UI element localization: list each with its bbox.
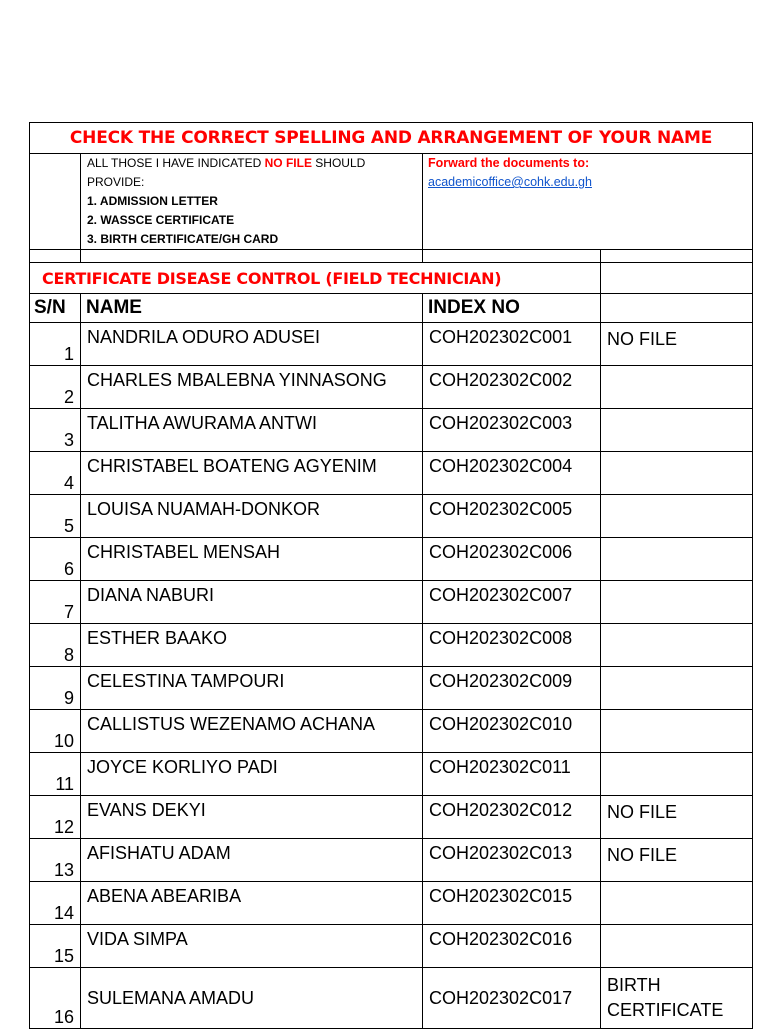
- row-status: [601, 409, 753, 452]
- row-sn: 13: [30, 839, 81, 882]
- table-row: [30, 710, 753, 753]
- note-line-1: [87, 154, 418, 173]
- row-index-no: COH202302C013: [423, 839, 601, 882]
- table-row: [30, 624, 753, 667]
- note-text: SHOULD: [311, 156, 366, 170]
- row-index-no: COH202302C016: [423, 925, 601, 968]
- row-status: [601, 624, 753, 667]
- row-index-no: COH202302C012: [423, 796, 601, 839]
- row-status: [601, 366, 753, 409]
- row-sn: 1: [30, 323, 81, 366]
- student-list-table: [29, 122, 753, 1029]
- row-name: NANDRILA ODURO ADUSEI: [81, 323, 423, 366]
- row-status: NO FILE: [601, 839, 753, 882]
- row-index-no: COH202302C002: [423, 366, 601, 409]
- blank-cell: [601, 263, 753, 294]
- row-sn: 12: [30, 796, 81, 839]
- row-sn: 6: [30, 538, 81, 581]
- note-line-2: PROVIDE:: [87, 175, 145, 189]
- row-name: SULEMANA AMADU: [81, 968, 423, 1029]
- blank-cell: [30, 154, 81, 250]
- row-name: VIDA SIMPA: [81, 925, 423, 968]
- row-name: EVANS DEKYI: [81, 796, 423, 839]
- blank-cell: [423, 250, 601, 263]
- instructions-note: [81, 154, 423, 250]
- table-row: [30, 538, 753, 581]
- row-index-no: COH202302C007: [423, 581, 601, 624]
- row-name: DIANA NABURI: [81, 581, 423, 624]
- row-index-no: COH202302C003: [423, 409, 601, 452]
- table-row: [30, 796, 753, 839]
- section-row: [30, 263, 753, 294]
- row-status: [601, 882, 753, 925]
- row-index-no: COH202302C008: [423, 624, 601, 667]
- row-sn: 15: [30, 925, 81, 968]
- title-row: [30, 123, 753, 154]
- row-status: NO FILE: [601, 796, 753, 839]
- row-sn: 4: [30, 452, 81, 495]
- forward-label: Forward the documents to:: [428, 156, 590, 170]
- table-row: [30, 581, 753, 624]
- row-sn: 16: [30, 968, 81, 1029]
- required-doc-item: 1. ADMISSION LETTER: [87, 194, 218, 208]
- row-name: ESTHER BAAKO: [81, 624, 423, 667]
- section-title: CERTIFICATE DISEASE CONTROL (FIELD TECHNICIAN): [30, 263, 601, 294]
- row-name: ABENA ABEARIBA: [81, 882, 423, 925]
- blank-cell: [601, 250, 753, 263]
- forward-cell: [423, 154, 753, 250]
- table-row: [30, 452, 753, 495]
- table-row: [30, 366, 753, 409]
- required-doc-item: 2. WASSCE CERTIFICATE: [87, 213, 235, 227]
- row-index-no: COH202302C010: [423, 710, 601, 753]
- row-name: CALLISTUS WEZENAMO ACHANA: [81, 710, 423, 753]
- table-row: [30, 839, 753, 882]
- row-sn: 9: [30, 667, 81, 710]
- row-index-no: COH202302C015: [423, 882, 601, 925]
- row-name: AFISHATU ADAM: [81, 839, 423, 882]
- row-status: [601, 667, 753, 710]
- row-sn: 8: [30, 624, 81, 667]
- row-sn: 5: [30, 495, 81, 538]
- column-header-index: INDEX NO: [423, 294, 601, 323]
- email-link[interactable]: academicoffice@cohk.edu.gh: [428, 175, 592, 189]
- row-name: LOUISA NUAMAH-DONKOR: [81, 495, 423, 538]
- row-status: [601, 581, 753, 624]
- row-status: [601, 495, 753, 538]
- row-index-no: COH202302C004: [423, 452, 601, 495]
- blank-cell: [81, 250, 423, 263]
- row-sn: 7: [30, 581, 81, 624]
- spacer-row: [30, 250, 753, 263]
- table-row: [30, 323, 753, 366]
- note-text: ALL THOSE I HAVE INDICATED: [87, 156, 265, 170]
- row-index-no: COH202302C006: [423, 538, 601, 581]
- row-sn: 10: [30, 710, 81, 753]
- column-header-name: NAME: [81, 294, 423, 323]
- table-row: [30, 925, 753, 968]
- row-index-no: COH202302C009: [423, 667, 601, 710]
- row-name: JOYCE KORLIYO PADI: [81, 753, 423, 796]
- table-row: [30, 409, 753, 452]
- table-row: [30, 495, 753, 538]
- blank-cell: [30, 250, 81, 263]
- row-sn: 2: [30, 366, 81, 409]
- row-name: CELESTINA TAMPOURI: [81, 667, 423, 710]
- column-header-sn: S/N: [30, 294, 81, 323]
- row-status: [601, 925, 753, 968]
- table-row: [30, 667, 753, 710]
- row-status: [601, 710, 753, 753]
- table-row: [30, 882, 753, 925]
- required-doc-item: 3. BIRTH CERTIFICATE/GH CARD: [87, 232, 279, 246]
- row-name: TALITHA AWURAMA ANTWI: [81, 409, 423, 452]
- row-sn: 11: [30, 753, 81, 796]
- column-header-row: [30, 294, 753, 323]
- row-sn: 3: [30, 409, 81, 452]
- row-index-no: COH202302C011: [423, 753, 601, 796]
- table-row: [30, 753, 753, 796]
- row-status: [601, 538, 753, 581]
- row-status: NO FILE: [601, 323, 753, 366]
- row-index-no: COH202302C017: [423, 968, 601, 1029]
- row-status: [601, 452, 753, 495]
- instructions-row: [30, 154, 753, 250]
- row-name: CHRISTABEL BOATENG AGYENIM: [81, 452, 423, 495]
- row-name: CHARLES MBALEBNA YINNASONG: [81, 366, 423, 409]
- column-header-status: [601, 294, 753, 323]
- row-index-no: COH202302C001: [423, 323, 601, 366]
- no-file-highlight: NO FILE: [264, 156, 312, 170]
- row-index-no: COH202302C005: [423, 495, 601, 538]
- row-name: CHRISTABEL MENSAH: [81, 538, 423, 581]
- row-status: [601, 753, 753, 796]
- row-sn: 14: [30, 882, 81, 925]
- page-title: CHECK THE CORRECT SPELLING AND ARRANGEMENT OF YOUR NAME: [30, 123, 753, 154]
- row-status: BIRTH CERTIFICATE: [601, 968, 753, 1029]
- table-row: [30, 968, 753, 1029]
